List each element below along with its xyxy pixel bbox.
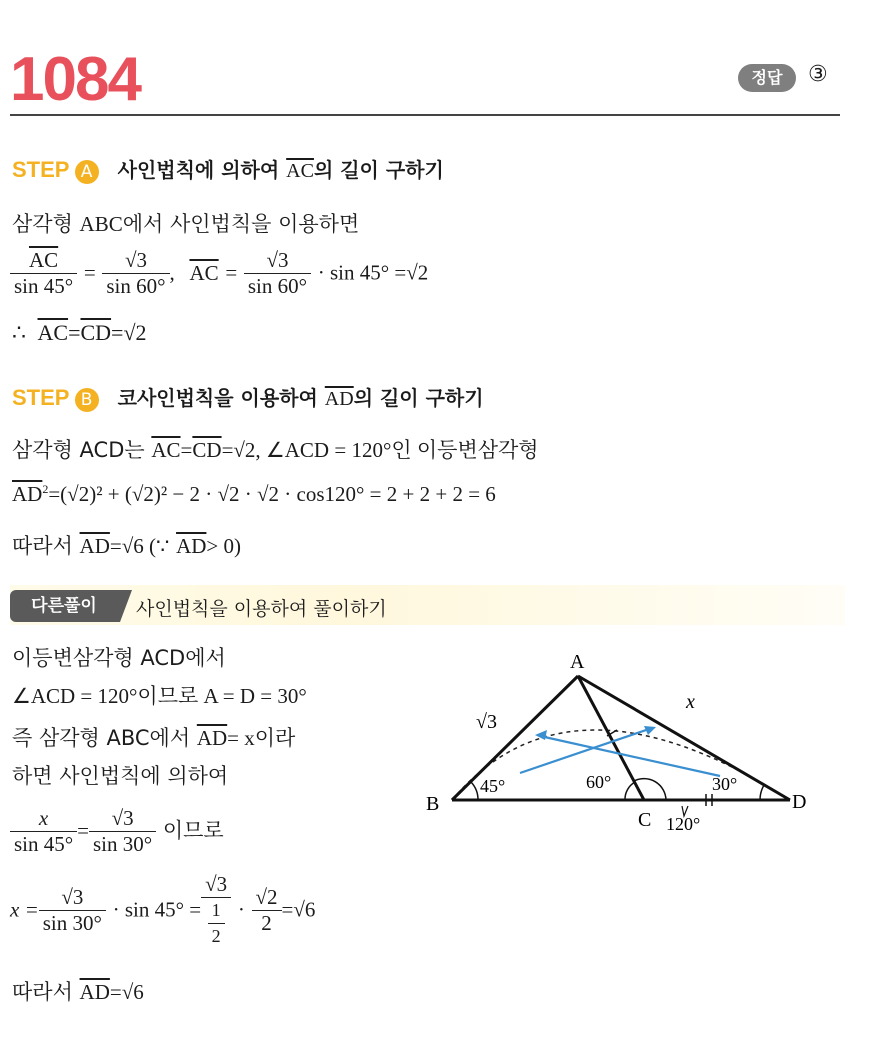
- alt-line3-pre: 즉 삼각형 ABC에서: [12, 726, 191, 750]
- triangle-diagram: [420, 640, 830, 840]
- alt-eq2-tail: =√6: [281, 897, 316, 922]
- frac-den: sin 30°: [42, 911, 102, 935]
- problem-number: 1084: [10, 45, 140, 114]
- step-b-label: STEP: [12, 385, 70, 410]
- eq-sign: =: [68, 320, 81, 345]
- seg-ad: $\overline{AD}$: [196, 726, 228, 750]
- step-b-line3-pre: 따라서: [12, 534, 73, 558]
- frac-num: √3: [39, 885, 106, 911]
- alt-equation-1: $\frac{x}{\sin 45^\circ}$ = $\frac{√3}{\sin 30^\circ}$ 이므로: [10, 806, 224, 857]
- frac-x-sin45: [10, 806, 77, 857]
- eq-tail: · sin 45° =√2: [317, 260, 429, 285]
- vertex-d-label: D: [792, 791, 807, 813]
- frac-num: 1: [208, 898, 225, 924]
- frac-root3-sin30-b: [39, 885, 106, 936]
- frac-ac-sin45: [10, 248, 77, 299]
- alt-final-post: =√6: [109, 980, 144, 1004]
- alt-badge-tail: [118, 590, 134, 622]
- step-a-title-post: 의 길이 구하기: [313, 158, 444, 182]
- step-b-title: [118, 386, 484, 410]
- value: =√2: [111, 320, 147, 345]
- step-b-title-pre: 코사인법칙을 이용하여: [117, 386, 318, 410]
- frac-den: 2: [211, 926, 221, 946]
- step-a-therefore: [12, 320, 147, 346]
- alt-eq2-lhs: x =: [10, 897, 39, 922]
- frac-num: $\overline{AC}$: [10, 248, 77, 274]
- step-b-badge: B: [75, 388, 99, 412]
- seg-ac: $\overline{AC}$: [151, 438, 181, 462]
- angle-acb-label: 60°: [586, 772, 612, 792]
- alt-badge: 다른풀이: [10, 590, 118, 622]
- alt-final-line: [12, 976, 144, 1006]
- step-b-line2-rest: =(√2)² + (√2)² − 2 · √2 · √2 · cos120° = 2 + 2 + 2 = 6: [48, 482, 496, 506]
- step-a-label: STEP: [12, 157, 70, 182]
- exponent: 2: [42, 482, 49, 496]
- angle-arc-d: [760, 785, 764, 800]
- step-b-line3-mid: =√6 (∵: [109, 534, 170, 558]
- frac-den: sin 30°: [93, 832, 153, 856]
- frac-root3-sin60-b: [244, 248, 311, 299]
- frac-num: x: [10, 806, 77, 832]
- alt-eq1-tail: 이므로: [162, 818, 224, 843]
- alt-final-pre: 따라서: [12, 980, 73, 1004]
- step-a-intro-pre: 삼각형: [12, 212, 73, 236]
- frac-den: 2: [261, 911, 272, 935]
- vertex-b-label: B: [426, 793, 440, 815]
- seg-ad: $\overline{AD}$: [12, 482, 43, 506]
- seg-ac: $\overline{AC}$: [189, 260, 219, 285]
- alt-eq2-mid: · sin 45° =: [112, 897, 202, 922]
- step-b-line-2: [12, 482, 496, 507]
- frac-num: √2: [252, 885, 282, 911]
- step-a-title-seg: $\overline{AC}$: [286, 160, 314, 182]
- alt-line-4: 하면 사인법칙에 의하여: [12, 764, 229, 788]
- frac-den: sin 60°: [247, 274, 308, 298]
- alt-line-1: 이등변삼각형 ACD에서: [12, 646, 226, 670]
- therefore-sign: ∴: [12, 320, 26, 345]
- step-b-title-post: 의 길이 구하기: [353, 386, 484, 410]
- seg-cd: $\overline{CD}$: [192, 438, 222, 462]
- seg-ac: $\overline{AC}$: [37, 320, 69, 345]
- seg-ad: $\overline{AD}$: [79, 980, 110, 1004]
- frac-den: sin 45°: [14, 832, 74, 856]
- eq-sign: =: [225, 260, 238, 285]
- frac-num: √3: [244, 248, 311, 274]
- alt-title: 사인법칙을 이용하여 풀이하기: [136, 598, 387, 620]
- seg-ad: $\overline{AD}$: [176, 534, 207, 558]
- frac-root2-over-2: [252, 885, 282, 936]
- step-a-intro-tri: ABC: [79, 212, 123, 236]
- vertex-a-label: A: [570, 651, 585, 673]
- answer-value: ③: [808, 62, 828, 87]
- alt-line-3: [12, 722, 295, 752]
- step-a-intro: [12, 208, 359, 238]
- step-b-line3-post: > 0): [206, 534, 241, 558]
- alt-equation-2: x = $\frac{√3}{\sin 30^\circ}$ · sin 45° = $\frac{√3}{\frac{1}{2}}$ · $\frac{√2}{2}$ =√6: [10, 872, 315, 949]
- step-b-line-1: 삼각형 ACD는 $\overline{AC}=\overline{CD}=√2$, ∠ACD = 120°인 이등변삼각형: [12, 438, 539, 462]
- step-a-equation-1: [10, 248, 428, 299]
- step-b-header: [12, 382, 484, 412]
- side-ad-label: x: [686, 691, 695, 713]
- eq-sign: =: [83, 260, 96, 285]
- side-ab: [452, 676, 578, 800]
- frac-den: sin 45°: [14, 274, 74, 298]
- seg-ad: $\overline{AD}$: [79, 534, 110, 558]
- frac-num: √3: [102, 248, 169, 274]
- step-b-line1-mid: =√2, ∠ACD = 120°인 이등변삼각형: [221, 438, 539, 462]
- frac-root3-over-half: [201, 872, 231, 949]
- frac-den: [201, 898, 231, 949]
- step-b-line-3: [12, 530, 241, 560]
- answer-badge: 정답: [738, 64, 796, 92]
- frac-root3-sin30: [89, 806, 156, 857]
- blue-arrowhead-2: [535, 730, 547, 740]
- frac-den: sin 60°: [106, 274, 166, 298]
- step-a-header: [12, 154, 444, 184]
- side-ab-label: √3: [476, 711, 497, 733]
- angle-b-label: 45°: [480, 776, 506, 796]
- header-rule: [10, 114, 840, 116]
- seg-cd: $\overline{CD}$: [80, 320, 112, 345]
- angle-arc-b: [471, 782, 478, 800]
- angle-d-label: 30°: [712, 774, 738, 794]
- frac-num: √3: [201, 872, 231, 898]
- step-a-badge: A: [75, 160, 99, 184]
- step-a-intro-post: 에서 사인법칙을 이용하면: [122, 212, 360, 236]
- alt-line3-post: = x이라: [227, 726, 296, 750]
- comma: ,: [169, 260, 175, 285]
- step-a-title: [118, 158, 444, 182]
- step-b-title-seg: $\overline{AD}$: [324, 388, 354, 410]
- frac-one-half: [208, 898, 225, 949]
- angle-acd-label: 120°: [666, 814, 701, 834]
- angle-arc-acb: [625, 782, 635, 800]
- frac-root3-sin60: [102, 248, 169, 299]
- vertex-c-label: C: [638, 809, 652, 831]
- alt-line-2: ∠ACD = 120°이므로 A = D = 30°: [12, 684, 307, 708]
- step-a-title-pre: 사인법칙에 의하여: [117, 158, 280, 182]
- step-b-line1-pre: 삼각형 ACD는: [12, 438, 145, 462]
- frac-num: √3: [89, 806, 156, 832]
